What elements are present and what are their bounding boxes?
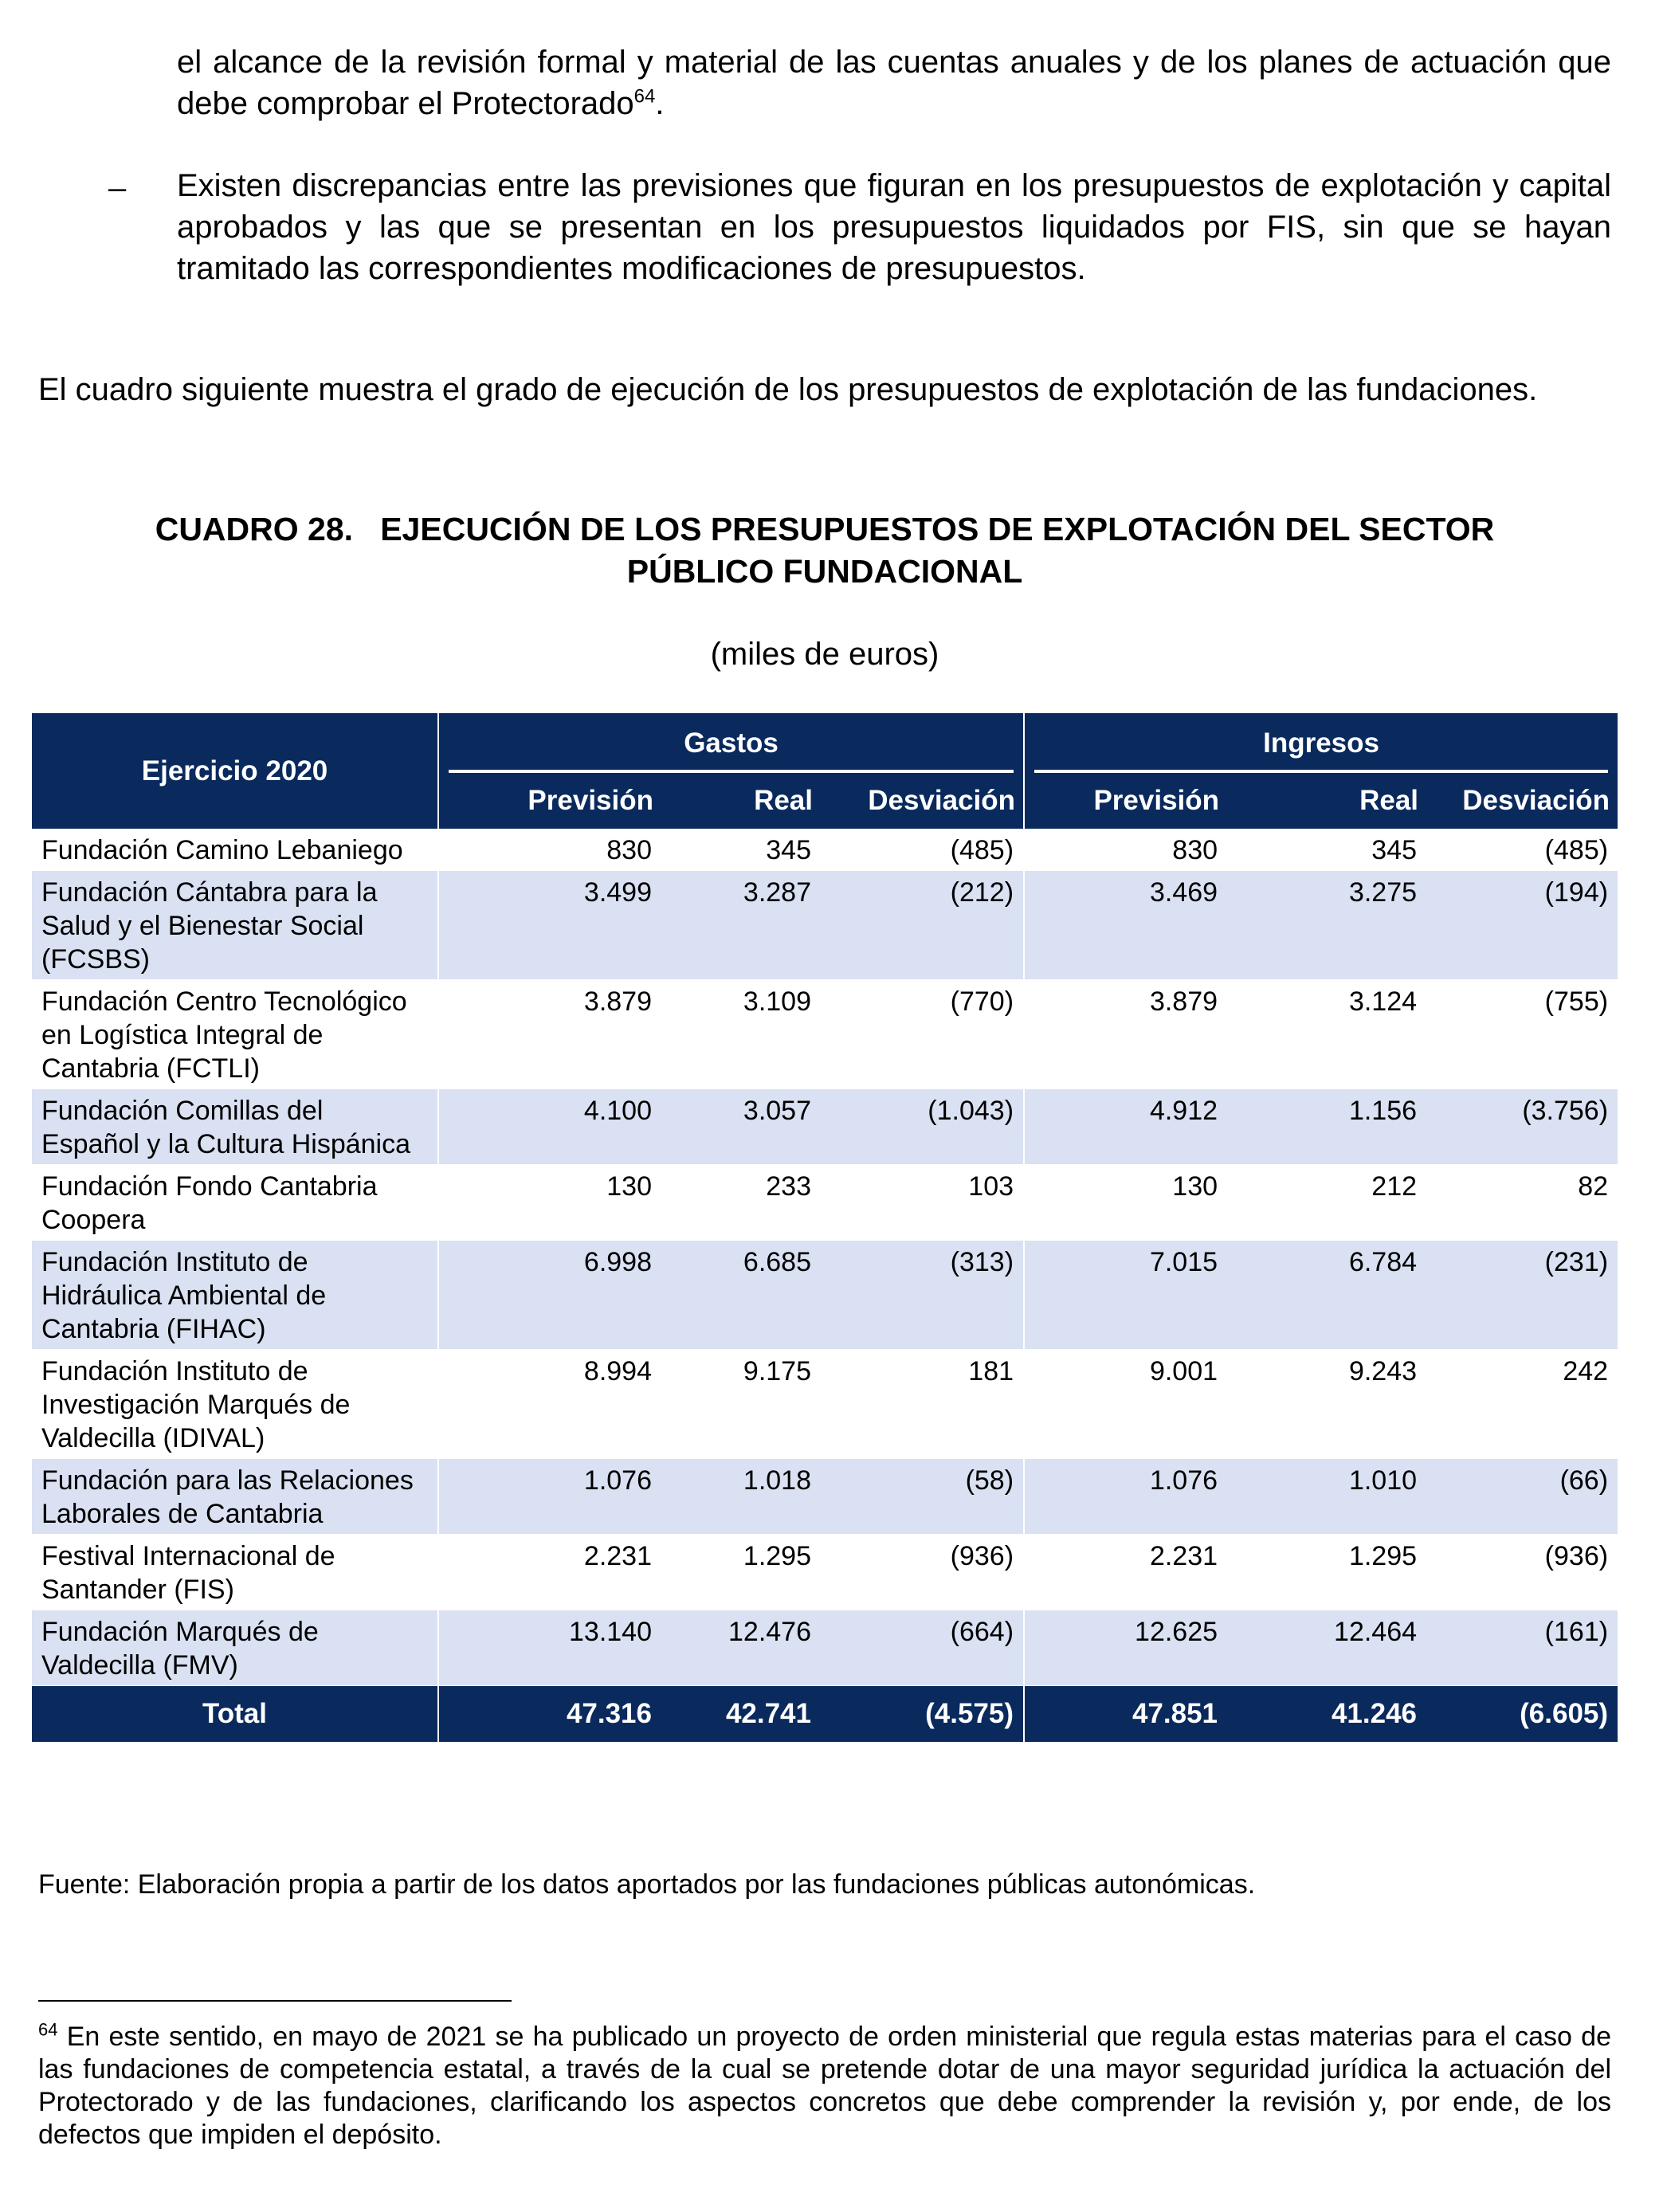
header-gastos-desviacion: Desviación — [821, 773, 1024, 829]
table-source: Fuente: Elaboración propia a partir de los datos aportados por las fundaciones públicas autonómicas. — [38, 1869, 1256, 1900]
ingresos-desviacion: (231) — [1426, 1241, 1618, 1350]
gastos-prevision: 6.998 — [438, 1241, 661, 1350]
header-ingresos-real: Real — [1227, 773, 1426, 829]
table-title-line1: CUADRO 28. EJECUCIÓN DE LOS PRESUPUESTOS DE EXPLOTACIÓN DEL SECTOR — [155, 511, 1495, 547]
gastos-prevision: 830 — [438, 829, 661, 871]
table-row — [32, 1535, 1618, 1610]
table-row — [32, 980, 1618, 1089]
ingresos-prevision: 12.625 — [1024, 1610, 1227, 1686]
table-row — [32, 1350, 1618, 1459]
ingresos-prevision: 9.001 — [1024, 1350, 1227, 1459]
row-name: Fundación Instituto de Hidráulica Ambiental de Cantabria (FIHAC) — [32, 1241, 438, 1350]
footnote — [38, 2021, 1611, 2151]
table-units: (miles de euros) — [710, 637, 939, 672]
gastos-desviacion: (664) — [821, 1610, 1024, 1686]
table-row — [32, 829, 1618, 871]
gastos-prevision: 2.231 — [438, 1535, 661, 1610]
row-name: Fundación para las Relaciones Laborales de Cantabria — [32, 1459, 438, 1535]
table-row — [32, 871, 1618, 980]
total-gastos-desviacion: (4.575) — [821, 1686, 1024, 1743]
footnote-number: 64 — [38, 2019, 58, 2040]
ingresos-real: 345 — [1227, 829, 1426, 871]
total-gastos-real: 42.741 — [661, 1686, 821, 1743]
ingresos-real: 3.124 — [1227, 980, 1426, 1089]
gastos-prevision: 3.879 — [438, 980, 661, 1089]
paragraph-discrepancias: Existen discrepancias entre las previsiones que figuran en los presupuestos de explotación y capital aprobados y las que se presentan en los presupuestos liquidados por FIS, sin que se hayan tramitado las correspondientes modificaciones de presupuestos. — [177, 168, 1611, 286]
total-ingresos-prevision: 47.851 — [1024, 1686, 1227, 1743]
gastos-desviacion: (485) — [821, 829, 1024, 871]
ingresos-prevision: 130 — [1024, 1165, 1227, 1241]
gastos-desviacion: (212) — [821, 871, 1024, 980]
ingresos-prevision: 2.231 — [1024, 1535, 1227, 1610]
gastos-real: 1.295 — [661, 1535, 821, 1610]
gastos-desviacion: (770) — [821, 980, 1024, 1089]
row-name: Fundación Marqués de Valdecilla (FMV) — [32, 1610, 438, 1686]
ingresos-real: 9.243 — [1227, 1350, 1426, 1459]
gastos-real: 3.057 — [661, 1089, 821, 1165]
gastos-real: 3.109 — [661, 980, 821, 1089]
table-title — [38, 508, 1611, 593]
header-gastos-prevision: Previsión — [438, 773, 661, 829]
gastos-real: 345 — [661, 829, 821, 871]
ingresos-real: 3.275 — [1227, 871, 1426, 980]
paragraph-protectorado — [177, 41, 1611, 124]
ingresos-real: 1.010 — [1227, 1459, 1426, 1535]
header-gastos: Gastos — [438, 713, 1024, 773]
gastos-desviacion: (313) — [821, 1241, 1024, 1350]
gastos-prevision: 13.140 — [438, 1610, 661, 1686]
row-name: Fundación Centro Tecnológico en Logística Integral de Cantabria (FCTLI) — [32, 980, 438, 1089]
ingresos-real: 12.464 — [1227, 1610, 1426, 1686]
list-bullet-dash: – — [108, 171, 127, 206]
ingresos-desviacion: 242 — [1426, 1350, 1618, 1459]
header-ejercicio: Ejercicio 2020 — [32, 713, 438, 829]
ingresos-real: 212 — [1227, 1165, 1426, 1241]
gastos-prevision: 1.076 — [438, 1459, 661, 1535]
gastos-desviacion: 103 — [821, 1165, 1024, 1241]
ingresos-prevision: 1.076 — [1024, 1459, 1227, 1535]
ingresos-prevision: 3.879 — [1024, 980, 1227, 1089]
ingresos-desviacion: (485) — [1426, 829, 1618, 871]
table-row — [32, 1610, 1618, 1686]
row-name: Fundación Camino Lebaniego — [32, 829, 438, 871]
ingresos-desviacion: (66) — [1426, 1459, 1618, 1535]
budget-execution-table — [32, 713, 1618, 1742]
footnote-text: En este sentido, en mayo de 2021 se ha publicado un proyecto de orden ministerial que regula estas materias para el caso de las fundaciones de competencia estatal, a través de la cual se pretende dotar de una mayor seguridad jurídica la actuación del Protectorado y de las fundaciones, clarificando los aspectos concretos que debe comprender la revisión y, por ende, de los defectos que impiden el depósito. — [38, 2022, 1611, 2150]
ingresos-desviacion: (194) — [1426, 871, 1618, 980]
ingresos-prevision: 4.912 — [1024, 1089, 1227, 1165]
ingresos-prevision: 7.015 — [1024, 1241, 1227, 1350]
row-name: Festival Internacional de Santander (FIS) — [32, 1535, 438, 1610]
table-row — [32, 1165, 1618, 1241]
row-name: Fundación Cántabra para la Salud y el Bienestar Social (FCSBS) — [32, 871, 438, 980]
footnote-reference[interactable]: 64 — [633, 85, 656, 108]
row-name: Fundación Comillas del Español y la Cultura Hispánica — [32, 1089, 438, 1165]
ingresos-desviacion: 82 — [1426, 1165, 1618, 1241]
row-name: Fundación Instituto de Investigación Marqués de Valdecilla (IDIVAL) — [32, 1350, 438, 1459]
total-ingresos-desviacion: (6.605) — [1426, 1686, 1618, 1743]
total-label: Total — [32, 1686, 438, 1743]
ingresos-desviacion: (3.756) — [1426, 1089, 1618, 1165]
table-row — [32, 1459, 1618, 1535]
gastos-real: 233 — [661, 1165, 821, 1241]
ingresos-desviacion: (161) — [1426, 1610, 1618, 1686]
gastos-desviacion: (1.043) — [821, 1089, 1024, 1165]
total-row — [32, 1686, 1618, 1743]
gastos-prevision: 4.100 — [438, 1089, 661, 1165]
gastos-real: 9.175 — [661, 1350, 821, 1459]
paragraph-text: el alcance de la revisión formal y material de las cuentas anuales y de los planes de actuación que debe comprobar el Protectorado — [177, 45, 1611, 121]
ingresos-desviacion: (936) — [1426, 1535, 1618, 1610]
gastos-desviacion: (58) — [821, 1459, 1024, 1535]
ingresos-real: 1.156 — [1227, 1089, 1426, 1165]
gastos-desviacion: 181 — [821, 1350, 1024, 1459]
gastos-prevision: 130 — [438, 1165, 661, 1241]
ingresos-prevision: 3.469 — [1024, 871, 1227, 980]
table-row — [32, 1241, 1618, 1350]
gastos-prevision: 3.499 — [438, 871, 661, 980]
ingresos-desviacion: (755) — [1426, 980, 1618, 1089]
paragraph-end: . — [655, 86, 665, 121]
gastos-real: 12.476 — [661, 1610, 821, 1686]
gastos-desviacion: (936) — [821, 1535, 1024, 1610]
gastos-real: 3.287 — [661, 871, 821, 980]
ingresos-real: 6.784 — [1227, 1241, 1426, 1350]
gastos-real: 6.685 — [661, 1241, 821, 1350]
gastos-real: 1.018 — [661, 1459, 821, 1535]
header-gastos-real: Real — [661, 773, 821, 829]
ingresos-prevision: 830 — [1024, 829, 1227, 871]
header-ingresos-prevision: Previsión — [1024, 773, 1227, 829]
gastos-prevision: 8.994 — [438, 1350, 661, 1459]
table-title-line2: PÚBLICO FUNDACIONAL — [626, 553, 1023, 590]
header-ingresos-desviacion: Desviación — [1426, 773, 1618, 829]
total-ingresos-real: 41.246 — [1227, 1686, 1426, 1743]
total-gastos-prevision: 47.316 — [438, 1686, 661, 1743]
header-ingresos: Ingresos — [1024, 713, 1618, 773]
footnote-divider — [38, 2000, 512, 2002]
row-name: Fundación Fondo Cantabria Coopera — [32, 1165, 438, 1241]
ingresos-real: 1.295 — [1227, 1535, 1426, 1610]
table-row — [32, 1089, 1618, 1165]
paragraph-cuadro-intro: El cuadro siguiente muestra el grado de ejecución de los presupuestos de explotación de las fundaciones. — [38, 372, 1538, 407]
